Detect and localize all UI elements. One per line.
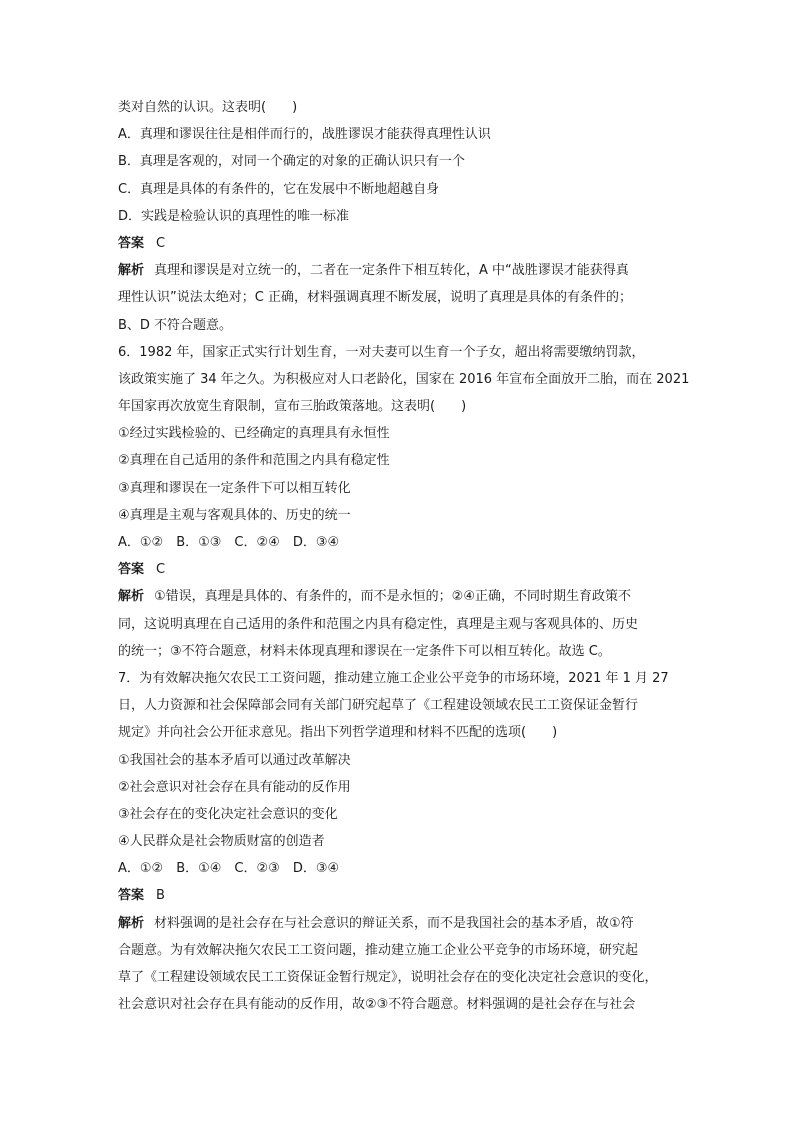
answer-label: 答案	[118, 888, 145, 904]
q6-stem-line-1: 6．1982 年，国家正式实行计划生育，一对夫妻可以生育一个子女，超出将需要缴纳罚款，	[118, 344, 645, 360]
q6-choices: A．①② B．①③ C．②④ D．③④	[118, 535, 340, 550]
answer-value: C	[156, 235, 166, 251]
q7-statement-2: ②社会意识对社会存在具有能动的反作用	[118, 779, 351, 795]
q6-statement-3: ③真理和谬误在一定条件下可以相互转化	[118, 480, 351, 496]
q5-option-b: B．真理是客观的，对同一个确定的对象的正确认识只有一个	[118, 154, 465, 170]
q6-answer	[118, 556, 678, 583]
q5-analysis-line-1	[118, 257, 678, 284]
q6-statement-4: ④真理是主观与客观具体的、历史的统一	[118, 507, 351, 523]
q6-stem-line-2: 该政策实施了 34 年之久。为积极应对人口老龄化，国家在 2016 年宣布全面放开二胎，而在 2021	[118, 371, 690, 387]
analysis-label: 解析	[118, 263, 145, 279]
q7-choices: A．①② B．①④ C．②③ D．③④	[118, 861, 340, 877]
q6-statement-2: ②真理在自己适用的条件和范围之内具有稳定性	[118, 453, 390, 469]
page-content	[118, 94, 690, 1018]
q7-analysis-line-4: 社会意识对社会存在具有能动的反作用，故②③不符合题意。材料强调的是社会存在与社会	[118, 997, 636, 1013]
analysis-text: 真理和谬误是对立统一的，二者在一定条件下相互转化，A 中“战胜谬误才能获得真	[154, 263, 629, 279]
q7-statement-3: ③社会存在的变化决定社会意识的变化	[118, 806, 338, 822]
q7-answer	[118, 882, 678, 909]
q7-stem-line-3: 规定》并向社会公开征求意见。指出下列哲学道理和材料不匹配的选项( )	[118, 725, 558, 741]
q6-analysis-line-1	[118, 583, 678, 610]
analysis-text: ①错误，真理是具体的、有条件的，而不是永恒的；②④正确，不同时期生育政策不	[154, 589, 631, 605]
q6-statement-1: ①经过实践检验的、已经确定的真理具有永恒性	[118, 426, 390, 442]
analysis-label: 解析	[118, 589, 145, 605]
q6-analysis-line-2: 同，这说明真理在自己适用的条件和范围之内具有稳定性，真理是主观与客观具体的、历史	[118, 616, 639, 632]
q7-stem-line-2: 日，人力资源和社会保障部会同有关部门研究起草了《工程建设领域农民工工资保证金暂行	[118, 698, 639, 714]
q5-answer	[118, 230, 678, 257]
analysis-text: 材料强调的是社会存在与社会意识的辩证关系，而不是我国社会的基本矛盾，故①符	[154, 915, 634, 931]
q7-statement-1: ①我国社会的基本矛盾可以通过改革解决	[118, 752, 351, 768]
answer-label: 答案	[118, 562, 145, 578]
q5-option-d: D．实践是检验认识的真理性的唯一标准	[118, 208, 350, 224]
q7-statement-4: ④人民群众是社会物质财富的创造者	[118, 834, 325, 850]
q5-option-a: A．真理和谬误往往是相伴而行的，战胜谬误才能获得真理性认识	[118, 127, 491, 143]
answer-label: 答案	[118, 235, 145, 251]
answer-value: C	[156, 562, 166, 578]
q6-stem-line-3: 年国家再次放宽生育限制，宣布三胎政策落地。这表明( )	[118, 399, 467, 415]
q7-analysis-line-3: 草了《工程建设领域农民工工资保证金暂行规定》，说明社会存在的变化决定社会意识的变化，	[118, 970, 658, 985]
answer-value: B	[156, 888, 165, 904]
analysis-label: 解析	[118, 915, 145, 931]
q7-analysis-line-2: 合题意。为有效解决拖欠农民工工资问题，推动建立施工企业公平竞争的市场环境，研究起	[118, 942, 639, 958]
q5-option-c: C．真理是具体的有条件的，它在发展中不断地超越自身	[118, 181, 440, 197]
q7-analysis-line-1	[118, 910, 678, 937]
q5-analysis-line-2: 理性认识”说法太绝对；C 正确，材料强调真理不断发展，说明了真理是具体的有条件的；	[118, 290, 632, 306]
q7-stem-line-1: 7．为有效解决拖欠农民工工资问题，推动建立施工企业公平竞争的市场环境，2021 年 1 月 27	[118, 670, 669, 686]
q6-analysis-line-3: 的统一；③不符合题意，材料未体现真理和谬误在一定条件下可以相互转化。故选 C。	[118, 643, 611, 659]
q5-stem-tail: 类对自然的认识。这表明( )	[118, 100, 298, 115]
q5-analysis-line-3: B、D 不符合题意。	[118, 317, 233, 333]
